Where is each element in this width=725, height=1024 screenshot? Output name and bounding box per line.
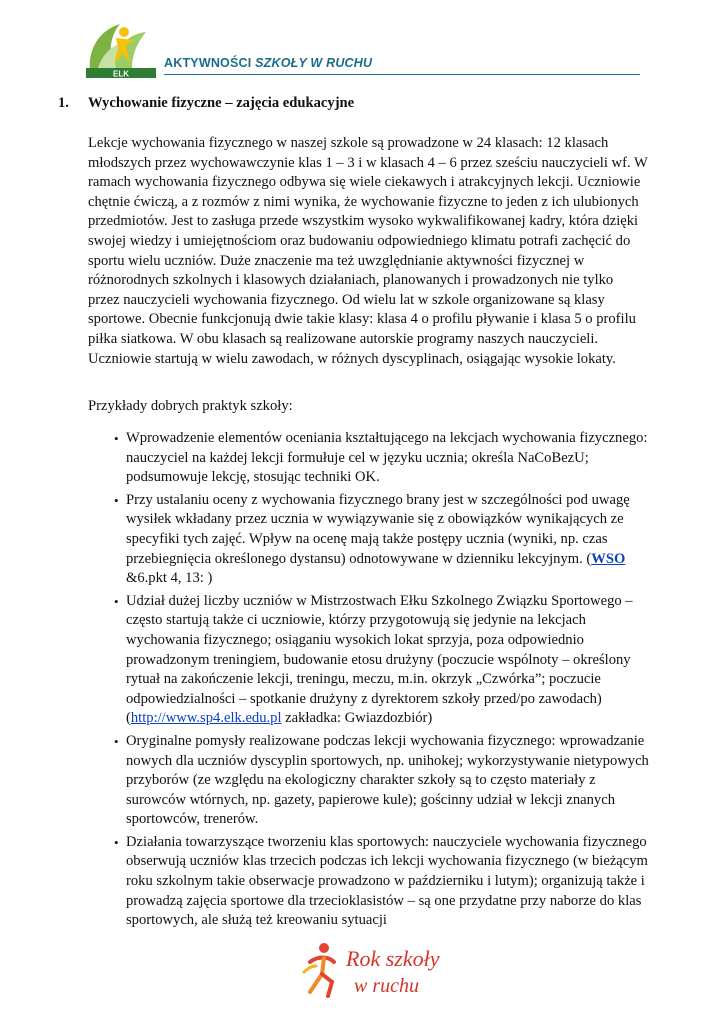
rok-szkoly-w-ruchu-logo — [300, 936, 440, 1006]
logo-text: ELK — [113, 69, 129, 79]
bullet-icon: • — [114, 733, 119, 749]
list-item — [88, 833, 650, 931]
bullet-icon: • — [114, 431, 119, 446]
header-divider — [164, 74, 640, 75]
runner-icon — [304, 943, 334, 996]
bullet-icon: • — [114, 492, 119, 508]
list-item-text: Oryginalne pomysły realizowane podczas lekcji wychowania fizycznego: wprowadzanie nowych dla uczniów dyscyplin sportowych, np. unihokej; wykorzystywanie nietypowych przyborów (ze względu na ekologiczny charakter szkoły są to często materiały z surowców wtórnych, np. gazety, papierowe kule); gościnny udział w lekcji znanych sportowców, trenerów. — [126, 732, 649, 828]
list-item — [88, 429, 650, 488]
list-item-text: Wprowadzenie elementów oceniania kształtującego na lekcjach wychowania fizycznego: nauczyciel na każdej lekcji formułuje cel w języku ucznia; określa NaCoBezU; podsumowuje lekcję, stosując techniki OK. — [126, 430, 648, 486]
intro-paragraph: Lekcje wychowania fizycznego w naszej szkole są prowadzone w 24 klasach: 12 klasach młodszych przez wychowawczynie klas 1 – 3 i w klasach 4 – 6 przez sześciu nauczycieli wf. W ramach wychowania fizycznego odbywa się wiele ciekawych i atrakcyjnych lekcji. Uczniowie chętnie ćwiczą, a z rozmów z nimi wynika, że wychowanie fizyczne to jeden z ich ulubionych przedmiotów. Jest to zasługa przede wszystkim wysoko wykwalifikowanej kadry, która dzięki swojej wiedzy i umiejętnościom oraz budowaniu odpowiedniego klimatu potrafi zachęcić do sportu wielu uczniów. Duże znaczenie ma też uwzględnianie aktywności fizycznej w różnorodnych szkolnych i klasowych działaniach, planowanych i prowadzonych nie tylko przez nauczycieli wychowania fizycznego. Od wielu lat w szkole organizowane są klasy sportowe. Obecnie funkcjonują dwie takie klasy: klasa 4 o profilu pływanie i klasa 5 o profilu piłka siatkowa. W obu klasach są realizowane autorskie programy naszych nauczycieli. Uczniowie startują w wielu zawodach, w różnych dyscyplinach, osiągając wysokie lokaty. — [88, 135, 648, 367]
section-number: 1. — [58, 95, 69, 111]
header-title-plain: AKTYWNOŚCI — [164, 56, 256, 70]
list-item-text: Działania towarzyszące tworzeniu klas sportowych: nauczyciele wychowania fizycznego obserwują uczniów klas trzecich podczas ich lekcji wychowania fizycznego (w bieżącym roku szkolnym takie obserwacje prowadzono w październiku i lutym); organizują także i prowadzą zajęcia sportowe dla trzecioklasistów – są one przydatne przy naborze do klas sportowych, ale służą też kreowaniu sytuacji — [126, 833, 648, 929]
page-header — [80, 18, 640, 82]
header-title-italic: SZKOŁY W RUCHU — [255, 56, 373, 70]
good-practices-list — [88, 429, 650, 934]
footer-line-1: Rok szkoły — [346, 946, 440, 971]
section-heading — [58, 95, 354, 112]
list-item-text: Udział dużej liczby uczniów w Mistrzostwach Ełku Szkolnego Związku Sportowego – często startują także ci uczniowie, którzy przygotowują się jedynie na lekcjach wychowania fizycznego; osiąganiu wysokich lokat sprzyja, poza odpowiednio prowadzonym treningiem, budowanie etosu drużyny (poczucie wspólnoty – określony rytuał na zakończenie lekcji, treningu, meczu, m.in. okrzyk „Czwórka”; poczucie odpowiedzialności – spotkanie drużyny z dyrektorem szkoły przed/po zawodach) ( — [126, 592, 633, 727]
school-website-link[interactable]: http://www.sp4.elk.edu.pl — [130, 710, 282, 727]
bullet-icon: • — [114, 593, 119, 609]
list-item — [88, 491, 650, 589]
list-item-text: Przy ustalaniu oceny z wychowania fizycznego brany jest w szczególności pod uwagę wysiłek wkładany przez ucznia w wywiązywanie się z obowiązków wynikających ze specyfiki tych zajęć. Wpływ na ocenę mają także postępy ucznia (wyniki, np. czas przebiegnięcia określonego dystansu) odnotowywane w dzienniku lekcyjnym. ( — [126, 491, 630, 567]
list-item-tail: &6.pkt 4, 13: ) — [126, 570, 213, 587]
section-title: Wychowanie fizyczne – zajęcia edukacyjne — [88, 95, 355, 111]
header-title — [164, 56, 372, 70]
list-item-tail: zakładka: Gwiazdozbiór) — [281, 710, 433, 727]
school-logo-icon — [80, 18, 160, 82]
bullet-icon: • — [114, 834, 119, 850]
examples-intro: Przykłady dobrych praktyk szkoły: — [88, 398, 293, 414]
wso-link[interactable]: WSO — [591, 550, 626, 567]
list-item — [88, 592, 650, 729]
footer-line-2: w ruchu — [354, 975, 419, 997]
list-item — [88, 732, 650, 830]
